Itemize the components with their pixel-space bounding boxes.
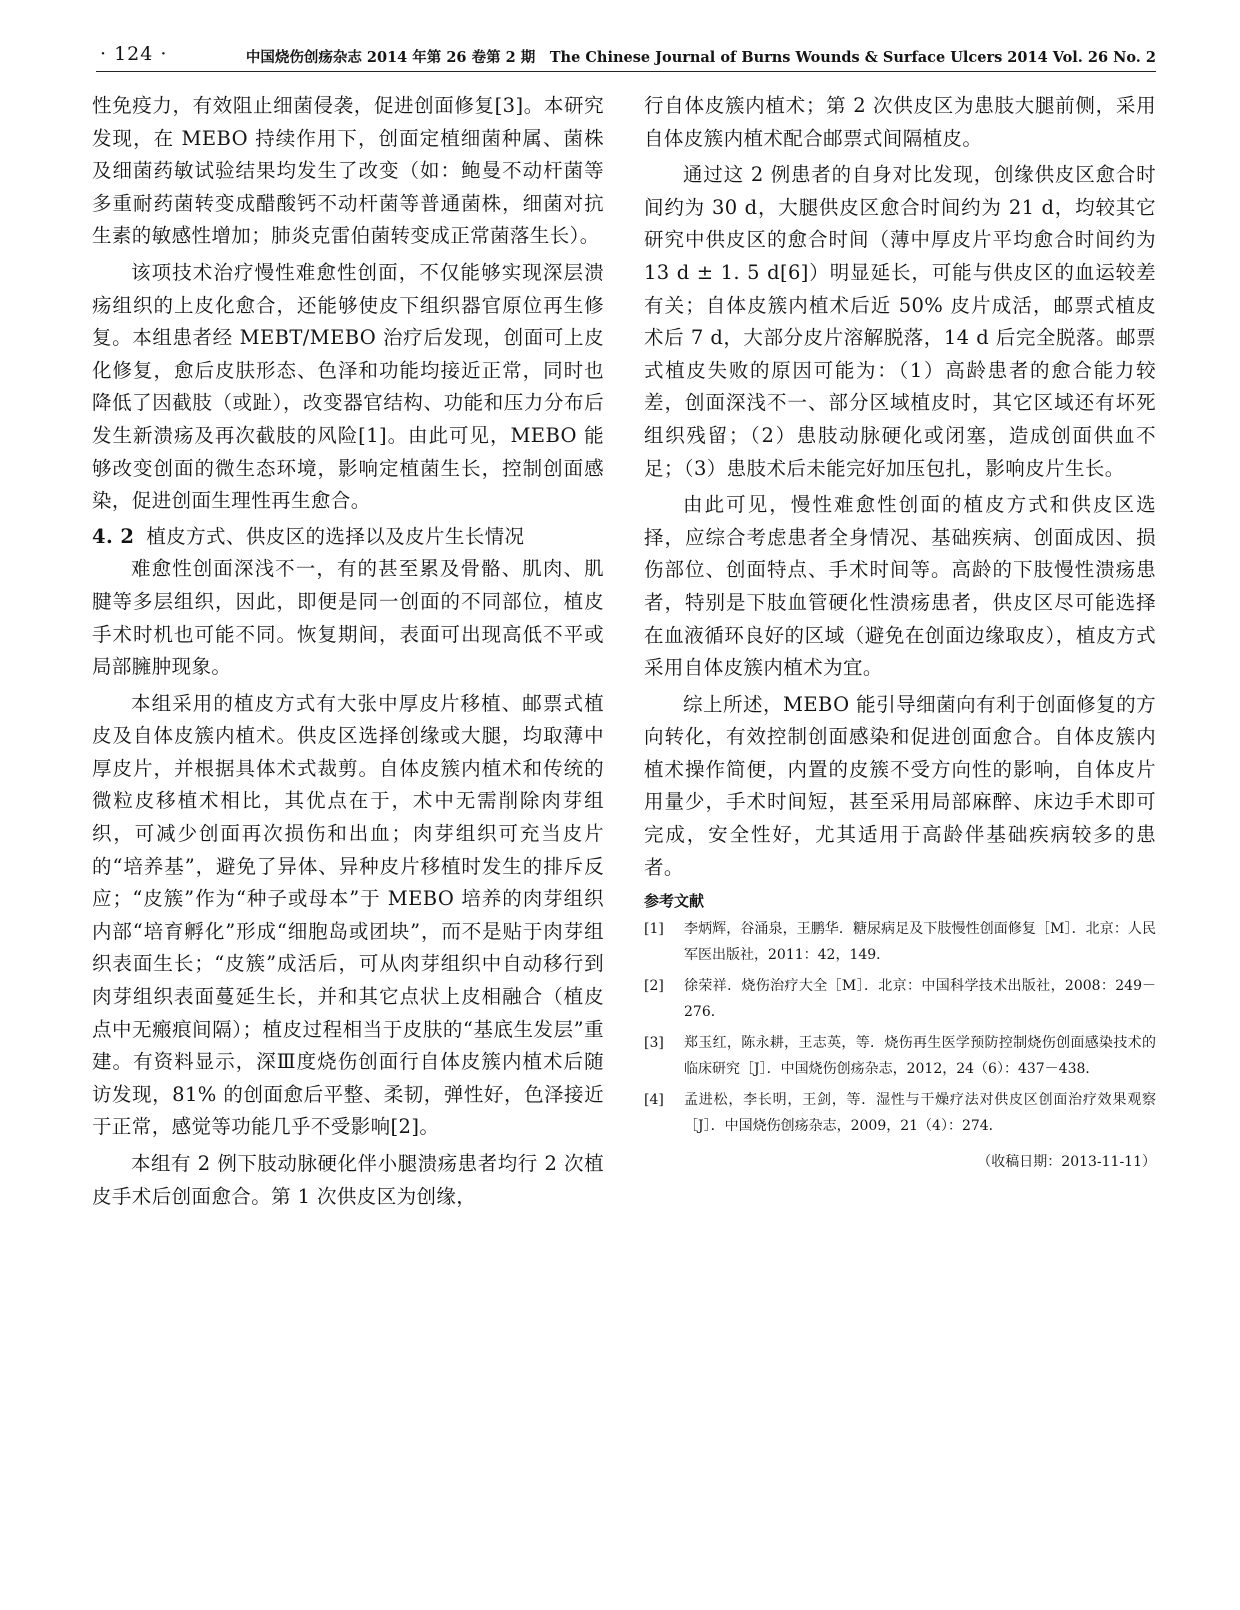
- received-date: （收稿日期：2013-11-11）: [977, 1154, 1156, 1171]
- reference-number: [4]: [644, 1092, 664, 1109]
- reference-text: 郑玉红，陈永耕，王志英，等．烧伤再生医学预防控制烧伤创面感染技术的临床研究［J］．中国烧伤创疡杂志，2012，24（6）：437－438．: [684, 1035, 1156, 1077]
- section-heading: [92, 521, 604, 554]
- left-paragraph-1: 性免疫力，有效阻止细菌侵袭，促进创面修复[3]。本研究发现，在 MEBO 持续作用下，创面定植细菌种属、菌株及细菌药敏试验结果均发生了改变（如：鲍曼不动杆菌等多重耐药菌转变成醋酸钙不动杆菌等普通菌株，细菌对抗生素的敏感性增加；肺炎克雷伯菌转变成正常菌落生长）。: [92, 94, 604, 248]
- reference-text: 孟进松，李长明，王剑，等．湿性与干燥疗法对供皮区创面治疗效果观察［J］．中国烧伤创疡杂志，2009，21（4）：274．: [684, 1092, 1156, 1134]
- left-paragraph-2: 该项技术治疗慢性难愈性创面，不仅能够实现深层溃疡组织的上皮化愈合，还能够使皮下组织器官原位再生修复。本组患者经 MEBT/MEBO 治疗后发现，创面可上皮化修复，愈后皮肤形态、色泽和功能均接近正常，同时也降低了因截肢（或趾），改变器官结构、功能和压力分布后发生新溃疡及再次截肢的风险[1]。由此可见，MEBO 能够改变创面的微生态环境，影响定植菌生长，控制创面感染，促进创面生理性再生愈合。: [92, 260, 604, 513]
- section-title: 植皮方式、供皮区的选择以及皮片生长情况: [146, 524, 525, 548]
- right-column: [644, 90, 1156, 1191]
- page-header: [96, 40, 1156, 74]
- running-head: 中国烧伤创疡杂志 2014 年第 26 卷第 2 期 The Chinese Journal of Burns Wounds & Surface Ulcers 2014 Vol. 26 No. 2: [245, 49, 1156, 66]
- reference-number: [2]: [644, 978, 664, 995]
- left-paragraph-3: 难愈性创面深浅不一，有的甚至累及骨骼、肌肉、肌腱等多层组织，因此，即便是同一创面的不同部位，植皮手术时机也可能不同。恢复期间，表面可出现高低不平或局部臃肿现象。: [92, 557, 604, 679]
- reference-number: [3]: [644, 1035, 664, 1052]
- reference-item: [644, 1088, 1156, 1139]
- right-paragraph-3: 由此可见，慢性难愈性创面的植皮方式和供皮区选择，应综合考虑患者全身情况、基础疾病、创面成因、损伤部位、创面特点、手术时间等。高龄的下肢慢性溃疡患者，特别是下肢血管硬化性溃疡患者，供皮区尽可能选择在血液循环良好的区域（避免在创面边缘取皮），植皮方式采用自体皮簇内植术为宜。: [644, 493, 1156, 680]
- left-paragraph-5: 本组有 2 例下肢动脉硬化伴小腿溃疡患者均行 2 次植皮手术后创面愈合。第 1 次供皮区为创缘，: [92, 1152, 604, 1208]
- received-date-row: [644, 1151, 1156, 1191]
- reference-list: [644, 917, 1156, 1139]
- right-paragraph-4: 综上所述，MEBO 能引导细菌向有利于创面修复的方向转化，有效控制创面感染和促进创面愈合。自体皮簇内植术操作简便，内置的皮簇不受方向性的影响，自体皮片用量少，手术时间短，甚至采用局部麻醉、床边手术即可完成，安全性好，尤其适用于高龄伴基础疾病较多的患者。: [644, 692, 1156, 879]
- reference-text: 徐荣祥．烧伤治疗大全［M］．北京：中国科学技术出版社，2008：249－276．: [684, 978, 1156, 1020]
- reference-number: [1]: [644, 921, 664, 938]
- left-paragraph-4: 本组采用的植皮方式有大张中厚皮片移植、邮票式植皮及自体皮簇内植术。供皮区选择创缘或大腿，均取薄中厚皮片，并根据具体术式裁剪。自体皮簇内植术和传统的微粒皮移植术相比，其优点在于，术中无需削除肉芽组织，可减少创面再次损伤和出血；肉芽组织可充当皮片的“培养基”，避免了异体、异种皮片移植时发生的排斥反应；“皮簇”作为“种子或母本”于 MEBO 培养的肉芽组织内部“培育孵化”形成“细胞岛或团块”，而不是贴于肉芽组织表面生长；“皮簇”成活后，可从肉芽组织中自动移行到肉芽组织表面蔓延生长，并和其它点状上皮相融合（植皮点中无瘢痕间隔）；植皮过程相当于皮肤的“基底生发层”重建。有资料显示，深Ⅲ度烧伤创面行自体皮簇内植术后随访发现，81% 的创面愈后平整、柔韧，弹性好，色泽接近于正常，感觉等功能几乎不受影响[2]。: [92, 691, 604, 1139]
- reference-text: 李炳辉，谷涌泉，王鹏华．糖尿病足及下肢慢性创面修复［M］．北京：人民军医出版社，2011：42，149．: [684, 921, 1156, 963]
- header-rule: [96, 71, 1156, 72]
- right-paragraph-2: 通过这 2 例患者的自身对比发现，创缘供皮区愈合时间约为 30 d，大腿供皮区愈合时间约为 21 d，均较其它研究中供皮区的愈合时间（薄中厚皮片平均愈合时间约为 13 d ± 1. 5 d[6]）明显延长，可能与供皮区的血运较差有关；自体皮簇内植术后近 50% 皮片成活，邮票式植皮术后 7 d，大部分皮片溶解脱落，14 d 后完全脱落。邮票式植皮失败的原因可能为：（1）高龄患者的愈合能力较差，创面深浅不一、部分区域植皮时，其它区域还有坏死组织残留；（2）患肢动脉硬化或闭塞，造成创面供血不足；（3）患肢术后未能完好加压包扎，影响皮片生长。: [644, 163, 1156, 480]
- references-title: 参考文献: [644, 892, 705, 911]
- reference-item: [644, 974, 1156, 1025]
- section-number: 4. 2: [92, 524, 135, 548]
- page-number: · 124 ·: [100, 43, 168, 65]
- reference-item: [644, 1031, 1156, 1082]
- reference-item: [644, 917, 1156, 968]
- right-paragraph-1: 行自体皮簇内植术；第 2 次供皮区为患肢大腿前侧，采用自体皮簇内植术配合邮票式间隔植皮。: [644, 94, 1156, 150]
- left-column: [92, 90, 604, 1213]
